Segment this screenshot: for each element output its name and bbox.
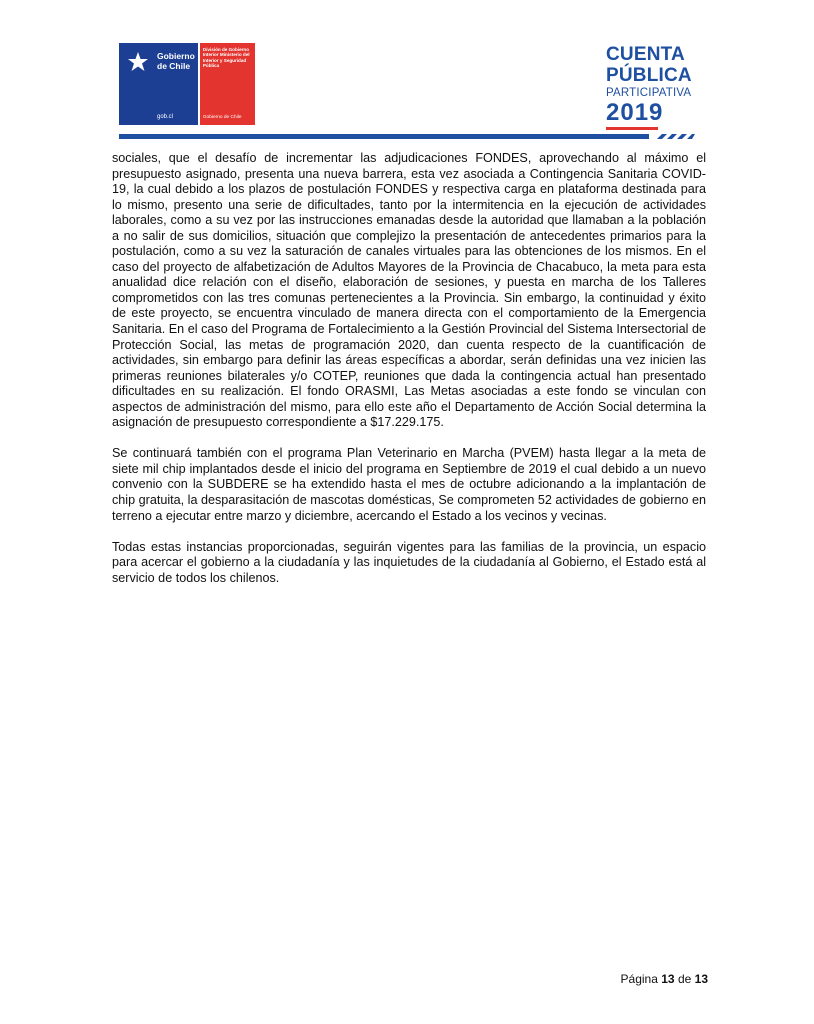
page-total: 13	[694, 972, 708, 986]
cuenta-publica-year: 2019	[606, 99, 664, 126]
header-rule	[119, 134, 649, 139]
division-logo-text: División de Gobierno Interior Ministerio del Interior y Seguridad Pública	[202, 47, 250, 69]
cuenta-publica-line2: PÚBLICA	[606, 65, 692, 86]
page-number	[621, 972, 708, 986]
division-logo-footer: Gobierno de Chile	[202, 115, 242, 120]
division-logo-red-panel	[200, 43, 255, 125]
document-body	[112, 151, 706, 602]
gobierno-logo-url: gob.cl	[157, 114, 174, 120]
cuenta-publica-underline	[606, 127, 658, 130]
header-dash-decoration	[655, 134, 695, 139]
chile-crest-icon	[126, 51, 150, 75]
gobierno-logo-title: Gobierno de Chile	[157, 51, 195, 71]
page-current: 13	[661, 972, 675, 986]
body-paragraph-2: Se continuará también con el programa Plan Veterinario en Marcha (PVEM) hasta llegar a la meta de siete mil chip implantados desde el inicio del programa en Septiembre de 2019 el cual debido a un nuevo convenio con la SUBDERE se ha extendido hasta el mes de octubre adicionando a la implantación de chip gratuita, la desparasitación de mascotas domésticas, Se comprometen 52 actividades de gobierno en terreno a ejecutar entre marzo y diciembre, acercando el Estado a los vecinos y vecinas.	[112, 446, 706, 523]
cuenta-publica-line3: PARTICIPATIVA	[606, 87, 692, 99]
cuenta-publica-logo	[606, 44, 701, 130]
page-sep: de	[677, 972, 692, 986]
cuenta-publica-line1: CUENTA	[606, 44, 685, 65]
page-label: Página	[620, 972, 658, 986]
gobierno-logo-blue-panel	[119, 43, 198, 125]
body-paragraph-3: Todas estas instancias proporcionadas, seguirán vigentes para las familias de la provincia, un espacio para acercar el gobierno a la ciudadanía y las inquietudes de la ciudadanía al Gobierno, el Estado está al servicio de todos los chilenos.	[112, 539, 706, 585]
gobierno-de-chile-logo	[119, 43, 255, 125]
body-paragraph-1: sociales, que el desafío de incrementar las adjudicaciones FONDES, aprovechando al máximo el presupuesto asignado, presenta una nueva barrera, esta vez asociada a Contingencia Sanitaria COVID-19, la cual debido a los plazos de postulación FONDES y respectiva carga en plataforma destinada para lo mismo, presento una serie de dificultades, tanto por la intermitencia en la ejecución de actividades laborales, como a su vez por las instrucciones emanadas desde la autoridad que llamaban a la población a no salir de sus domicilios, situación que complejizo la presentación de antecedentes primarios para la postulación, como a su vez la saturación de canales virtuales para las obtenciones de los mismos. En el caso del proyecto de alfabetización de Adultos Mayores de la Provincia de Chacabuco, la meta para esta anualidad dice relación con el diseño, elaboración de sesiones, y puesta en marcha de los Talleres comprometidos con las tres comunas pertenecientes a la Provincia. Sin embargo, la continuidad y éxito de este proyecto, se encuentra vinculado de manera directa con el comportamiento de la Emergencia Sanitaria. En el caso del Programa de Fortalecimiento a la Gestión Provincial del Sistema Intersectorial de Protección Social, las metas de programación 2020, dan cuenta respecto de la cuantificación de actividades, sin embargo para definir las áreas específicas a abordar, serán definidas una vez inicien las primeras reuniones bilaterales y/o COTEP, reuniones que dada la contingencia actual han presentado dificultades en su realización. El fondo ORASMI, Las Metas asociadas a este fondo se vinculan con aspectos de administración del mismo, para ello este año el Departamento de Acción Social determina la asignación de presupuesto correspondiente a $17.229.175.	[112, 151, 706, 430]
